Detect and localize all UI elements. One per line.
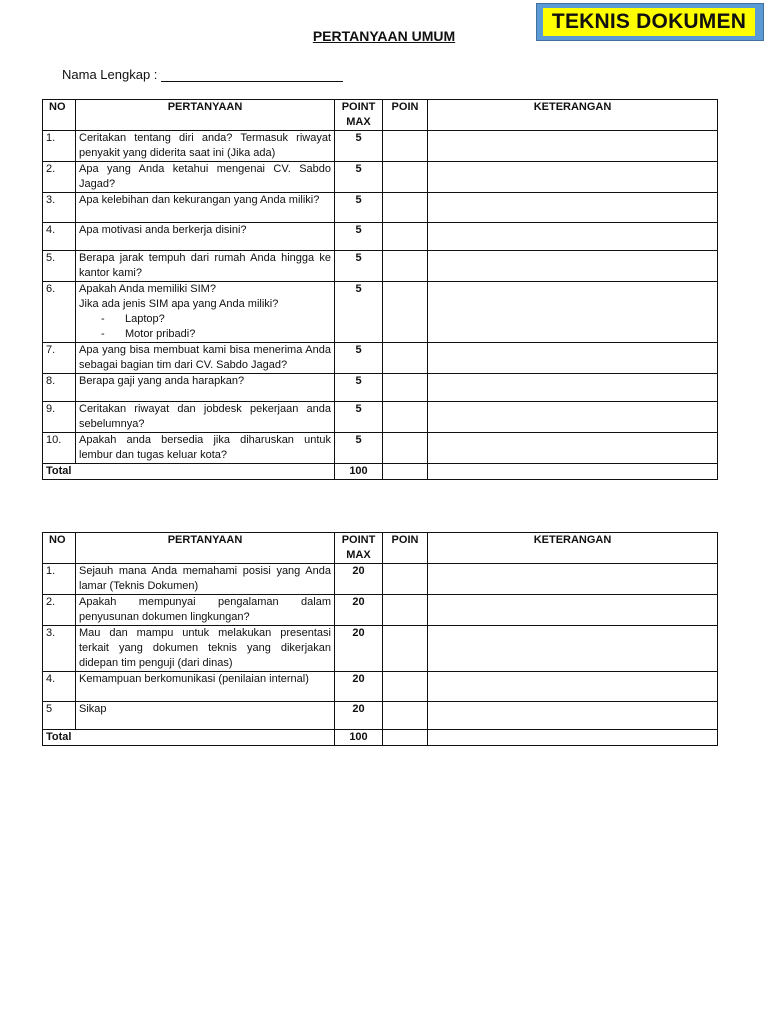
row-number: 5. [43,251,76,282]
point-max-value: 5 [335,374,383,402]
question-text: Apa yang Anda ketahui mengenai CV. Sabdo Jagad? [76,162,335,193]
row-number: 2. [43,162,76,193]
sub-option-label: Motor pribadi? [125,328,196,340]
row-number: 10. [43,433,76,464]
poin-cell[interactable] [383,433,428,464]
question-text: Apa motivasi anda berkerja disini? [76,223,335,251]
keterangan-cell[interactable] [428,433,718,464]
question-text: Kemampuan berkomunikasi (penilaian internal) [76,672,335,702]
keterangan-cell[interactable] [428,343,718,374]
table-row [43,402,718,433]
total-row [43,730,718,746]
page-title: PERTANYAAN UMUM [312,28,456,44]
keterangan-cell[interactable] [428,626,718,672]
name-label: Nama Lengkap : [62,67,158,82]
row-number: 4. [43,223,76,251]
name-field-row [62,67,343,82]
point-max-value: 5 [335,251,383,282]
badge-label: TEKNIS DOKUMEN [543,8,755,36]
keterangan-cell[interactable] [428,402,718,433]
table-row [43,702,718,730]
row-number: 3. [43,193,76,223]
poin-cell[interactable] [383,402,428,433]
point-max-value: 5 [335,162,383,193]
total-poin-cell[interactable] [383,730,428,746]
question-text: Sejauh mana Anda memahami posisi yang Anda lamar (Teknis Dokumen) [76,564,335,595]
header-poin: POIN [383,533,428,564]
table-row [43,626,718,672]
row-number: 5 [43,702,76,730]
point-max-value: 5 [335,282,383,343]
row-number: 3. [43,626,76,672]
table-row [43,433,718,464]
keterangan-cell[interactable] [428,131,718,162]
header-keterangan: KETERANGAN [428,533,718,564]
point-max-value: 20 [335,595,383,626]
poin-cell[interactable] [383,193,428,223]
total-keterangan-cell[interactable] [428,464,718,480]
row-number: 1. [43,131,76,162]
table-header-row [43,533,718,564]
poin-cell[interactable] [383,223,428,251]
poin-cell[interactable] [383,672,428,702]
poin-cell[interactable] [383,626,428,672]
question-text [76,282,335,343]
point-max-value: 20 [335,626,383,672]
question-text: Ceritakan riwayat dan jobdesk pekerjaan anda sebelumnya? [76,402,335,433]
header-point-max: POINT MAX [335,100,383,131]
poin-cell[interactable] [383,162,428,193]
table-row [43,162,718,193]
technical-questions-table [42,532,718,746]
table-row [43,251,718,282]
table-row [43,564,718,595]
table-row [43,282,718,343]
keterangan-cell[interactable] [428,595,718,626]
question-text: Berapa gaji yang anda harapkan? [76,374,335,402]
total-value: 100 [335,730,383,746]
header-question: PERTANYAAN [76,533,335,564]
total-poin-cell[interactable] [383,464,428,480]
table-header-row [43,100,718,131]
point-max-value: 5 [335,193,383,223]
poin-cell[interactable] [383,374,428,402]
point-max-value: 5 [335,223,383,251]
keterangan-cell[interactable] [428,374,718,402]
point-max-value: 20 [335,564,383,595]
table-row [43,595,718,626]
keterangan-cell[interactable] [428,672,718,702]
question-line-1: Apakah Anda memiliki SIM? [79,283,216,295]
sub-option-motor: - Motor pribadi? [101,328,196,340]
sub-option-laptop: - Laptop? [101,313,165,325]
table-row [43,343,718,374]
keterangan-cell[interactable] [428,251,718,282]
total-label: Total [43,730,335,746]
point-max-value: 5 [335,433,383,464]
sub-option-label: Laptop? [125,313,165,325]
question-text: Berapa jarak tempuh dari rumah Anda hingga ke kantor kami? [76,251,335,282]
row-number: 4. [43,672,76,702]
row-number: 2. [43,595,76,626]
point-max-value: 20 [335,702,383,730]
header-keterangan: KETERANGAN [428,100,718,131]
poin-cell[interactable] [383,702,428,730]
keterangan-cell[interactable] [428,223,718,251]
total-label: Total [43,464,335,480]
question-text: Apa kelebihan dan kekurangan yang Anda miliki? [76,193,335,223]
keterangan-cell[interactable] [428,564,718,595]
general-questions-table [42,99,718,480]
keterangan-cell[interactable] [428,282,718,343]
point-max-value: 20 [335,672,383,702]
poin-cell[interactable] [383,251,428,282]
question-text: Sikap [76,702,335,730]
poin-cell[interactable] [383,595,428,626]
point-max-value: 5 [335,402,383,433]
table-row [43,223,718,251]
total-row [43,464,718,480]
poin-cell[interactable] [383,343,428,374]
keterangan-cell[interactable] [428,702,718,730]
point-max-value: 5 [335,343,383,374]
row-number: 6. [43,282,76,343]
name-blank-line [161,67,343,82]
keterangan-cell[interactable] [428,162,718,193]
row-number: 1. [43,564,76,595]
row-number: 7. [43,343,76,374]
question-line-2: Jika ada jenis SIM apa yang Anda miliki? [79,298,279,310]
header-no: NO [43,100,76,131]
total-value: 100 [335,464,383,480]
table-row [43,131,718,162]
header-point-max: POINT MAX [335,533,383,564]
table-row [43,672,718,702]
point-max-value: 5 [335,131,383,162]
question-text: Apa yang bisa membuat kami bisa menerima Anda sebagai bagian tim dari CV. Sabdo Jagad? [76,343,335,374]
question-text: Mau dan mampu untuk melakukan presentasi terkait yang dokumen teknis yang dikerjakan didepan tim penguji (dari dinas) [76,626,335,672]
table-row [43,374,718,402]
poin-cell[interactable] [383,131,428,162]
question-text: Apakah mempunyai pengalaman dalam penyusunan dokumen lingkungan? [76,595,335,626]
header-no: NO [43,533,76,564]
total-keterangan-cell[interactable] [428,730,718,746]
header-question: PERTANYAAN [76,100,335,131]
poin-cell[interactable] [383,564,428,595]
keterangan-cell[interactable] [428,193,718,223]
row-number: 9. [43,402,76,433]
question-text: Apakah anda bersedia jika diharuskan untuk lembur dan tugas keluar kota? [76,433,335,464]
question-text: Ceritakan tentang diri anda? Termasuk riwayat penyakit yang diderita saat ini (Jika ada) [76,131,335,162]
poin-cell[interactable] [383,282,428,343]
row-number: 8. [43,374,76,402]
header-poin: POIN [383,100,428,131]
table-row [43,193,718,223]
